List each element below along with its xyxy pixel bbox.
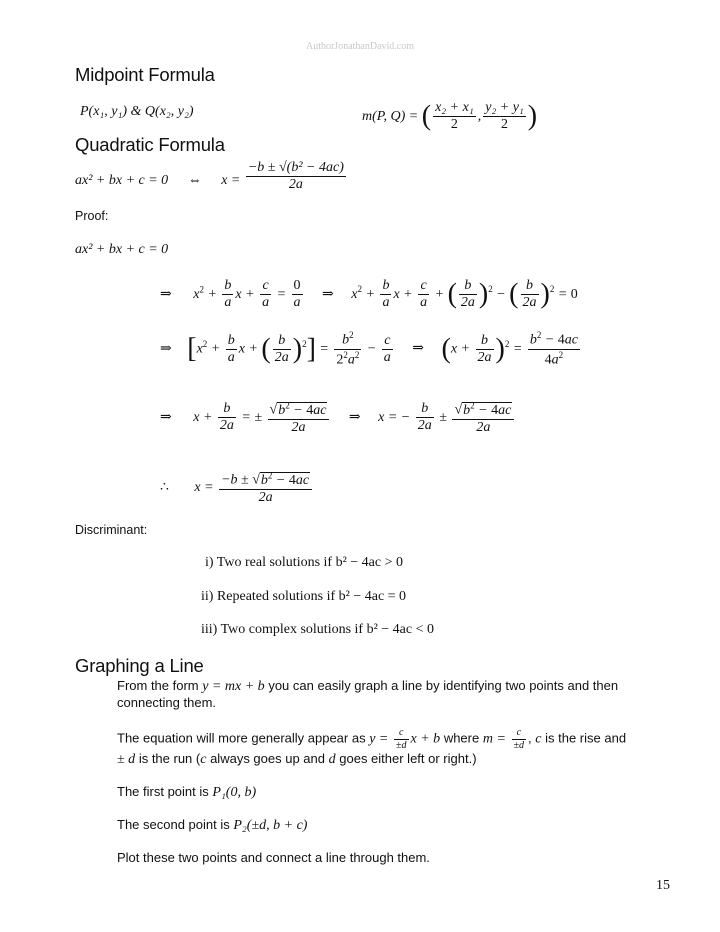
midpoint-x-den: 2 bbox=[450, 117, 458, 133]
discriminant-item-3: iii) Two complex solutions if b² − 4ac < 0 bbox=[201, 622, 435, 637]
proof-step-2: ⇒ [$x^2$ + $\frac{b}{a}$ x + ( $\frac{b}{2a}$ )$^2$] = $\frac{b^2}{2^2a^2}$ − $\frac{c}{a}$ ⇒ (x + $\frac{b}{2a}$ )$^2$ = $\frac{b^2 - 4ac}{4a^2}$ bbox=[160, 330, 578, 368]
p2-text-c: is the rise and bbox=[545, 730, 627, 746]
proof-start: ax² + bx + c = 0 bbox=[75, 242, 169, 257]
quadratic-x-eq: x = bbox=[221, 172, 241, 188]
quadratic-line bbox=[75, 160, 348, 193]
proof-step-3: ⇒ x + $\frac{b}{2a}$ = ± $\frac{√b^2 - 4ac}{2a}$ ⇒ x = − $\frac{b}{2a}$ ± $\frac{√b^2 - 4ac}{2a}$ bbox=[160, 400, 516, 436]
graphing-title: Graphing a Line bbox=[75, 655, 204, 676]
graphing-paragraph-3 bbox=[117, 784, 256, 801]
quadratic-fraction bbox=[246, 160, 346, 193]
quadratic-equation: ax² + bx + c = 0 bbox=[75, 172, 169, 188]
p4-equation: P₂(±d, b + c) bbox=[233, 818, 308, 833]
p2-text-d: is the run ( bbox=[138, 751, 201, 766]
proof-conclusion: ∴ x = $\frac{-b \pm √b^2 - 4ac}{2a}$ bbox=[160, 470, 314, 506]
p3-text: The first point is bbox=[117, 784, 209, 799]
graphing-paragraph-4 bbox=[117, 817, 307, 834]
midpoint-lhs: m(P, Q) = bbox=[362, 108, 419, 124]
proof-step-1: ⇒ $x^2$ + $\frac{b}{a}$ x + $\frac{c}{a}$ = $\frac{0}{a}$ ⇒ $x^2$ + $\frac{b}{a}$ x + $\frac{c}{a}$ + ( $\frac{b}{2a}$ )$^2$ − ( $\frac{b}{2a}$ )$^2$ = 0 bbox=[160, 278, 578, 311]
midpoint-y-frac bbox=[483, 100, 526, 133]
implies-arrow: ⇒ bbox=[160, 286, 172, 302]
quadratic-num: −b ± √(b² − 4ac) bbox=[246, 160, 346, 177]
graphing-paragraph-5: Plot these two points and connect a line through them. bbox=[117, 850, 430, 865]
midpoint-x-frac bbox=[433, 100, 476, 133]
page-header: AuthorJonathanDavid.com bbox=[305, 41, 415, 52]
quadratic-title: Quadratic Formula bbox=[75, 134, 225, 155]
p1-text-b: you can easily graph a line by identifying two points and then bbox=[268, 678, 619, 693]
midpoint-y-num: y₂ + y₁ bbox=[483, 100, 526, 117]
discriminant-label: Discriminant: bbox=[75, 523, 148, 537]
graphing-paragraph-1-cont: connecting them. bbox=[117, 695, 217, 710]
discriminant-item-1: i) Two real solutions if b² − 4ac > 0 bbox=[205, 555, 403, 570]
midpoint-x-num: x₂ + x₁ bbox=[433, 100, 476, 117]
p3-equation: P₁(0, b) bbox=[212, 785, 257, 800]
quadratic-den: 2a bbox=[288, 177, 303, 193]
p2-text-e: always goes up and bbox=[210, 751, 325, 766]
p1-text-a: From the form bbox=[117, 678, 199, 693]
midpoint-y-den: 2 bbox=[500, 117, 508, 133]
p1-equation: y = mx + b bbox=[202, 679, 265, 694]
midpoint-points: P(x₁, y₁) & Q(x₂, y₂) bbox=[80, 104, 194, 119]
p4-text: The second point is bbox=[117, 817, 230, 832]
iff-symbol: ⇔ bbox=[187, 172, 202, 188]
proof-label: Proof: bbox=[75, 209, 109, 223]
graphing-paragraph-2: The equation will more generally appear as y = $\frac{c}{\pm d}$ x + b where m = $\frac{c}{\pm d}$ , c is the rise and bbox=[117, 727, 627, 751]
p2-text-f: goes either left or right.) bbox=[339, 751, 477, 766]
midpoint-formula: m(P, Q) = ( $\frac{\text{x₂ + x₁}}{2}$ , $\frac{\text{y₂ + y₁}}{2}$ ) bbox=[362, 100, 538, 133]
p2-text-b: where bbox=[443, 730, 480, 746]
p2-text-a: The equation will more generally appear as bbox=[117, 730, 366, 746]
graphing-paragraph-2-cont: ± d is the run (c always goes up and d goes either left or right.) bbox=[117, 751, 477, 767]
midpoint-title: Midpoint Formula bbox=[75, 64, 215, 85]
graphing-paragraph-1 bbox=[117, 678, 618, 695]
discriminant-item-2: ii) Repeated solutions if b² − 4ac = 0 bbox=[201, 589, 407, 604]
page-number: 15 bbox=[656, 878, 670, 893]
therefore-symbol: ∴ bbox=[160, 480, 169, 496]
